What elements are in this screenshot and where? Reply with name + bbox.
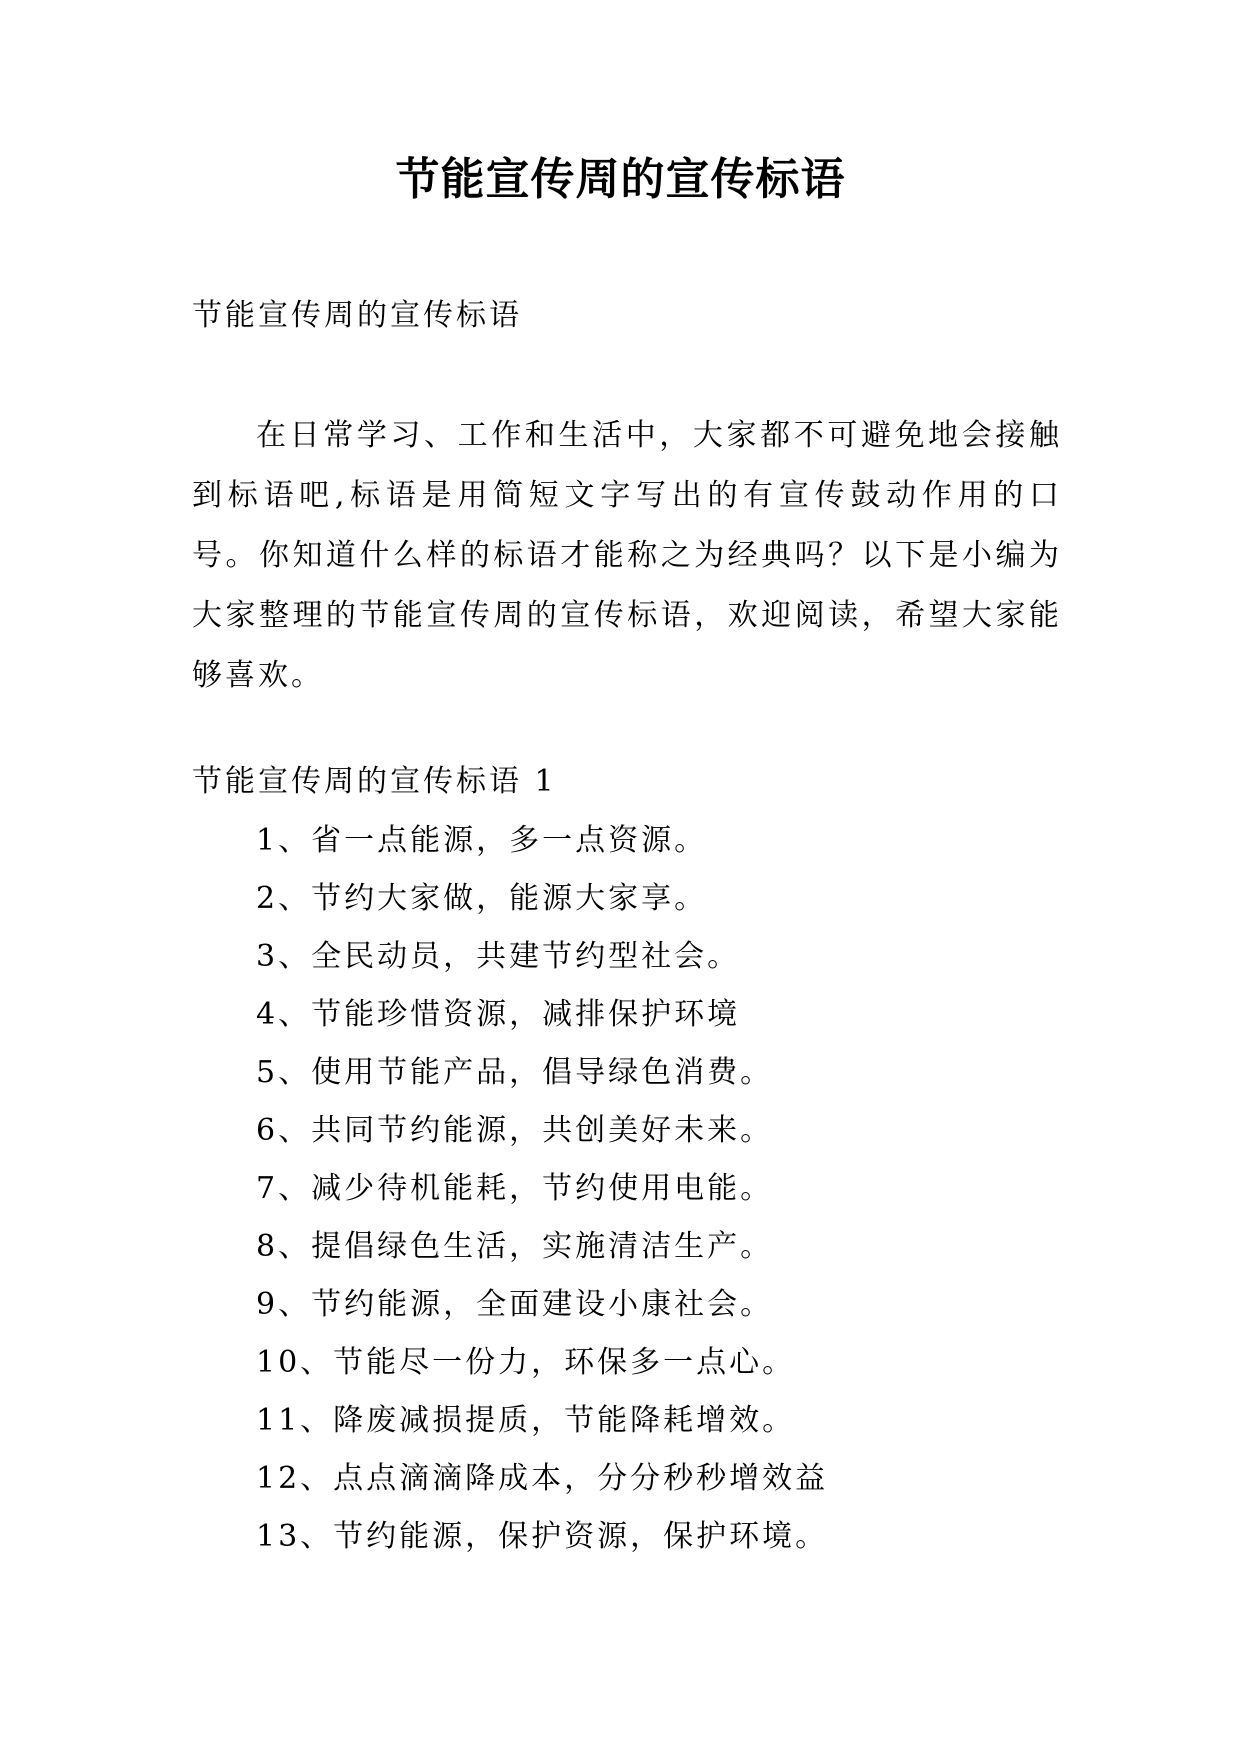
document-subtitle: 节能宣传周的宣传标语	[192, 298, 522, 333]
slogan-item: 3、全民动员，共建节约型社会。	[256, 939, 741, 974]
slogan-item: 9、节约能源，全面建设小康社会。	[256, 1287, 774, 1322]
slogan-item: 8、提倡绿色生活，实施清洁生产。	[256, 1229, 774, 1264]
slogan-item: 13、节约能源，保护资源，保护环境。	[256, 1519, 829, 1554]
slogan-item: 4、节能珍惜资源，减排保护环境	[256, 997, 741, 1032]
section-heading: 节能宣传周的宣传标语 1	[192, 764, 557, 799]
slogan-item: 12、点点滴滴降成本，分分秒秒增效益	[256, 1461, 829, 1496]
slogan-item: 7、减少待机能耗，节约使用电能。	[256, 1171, 774, 1206]
intro-paragraph: 在日常学习、工作和生活中，大家都不可避免地会接触到标语吧,标语是用简短文字写出的有宣传鼓动作用的口号。你知道什么样的标语才能称之为经典吗？以下是小编为大家整理的节能宣传周的宣传标语，欢迎阅读，希望大家能够喜欢。	[192, 418, 1062, 693]
slogan-list	[256, 812, 1076, 1566]
slogan-item: 1、省一点能源，多一点资源。	[256, 823, 708, 858]
slogan-item: 6、共同节约能源，共创美好未来。	[256, 1113, 774, 1148]
slogan-item: 10、节能尽一份力，环保多一点心。	[256, 1345, 796, 1380]
slogan-item: 5、使用节能产品，倡导绿色消费。	[256, 1055, 774, 1090]
document-title: 节能宣传周的宣传标语	[395, 154, 846, 205]
slogan-item: 2、节约大家做，能源大家享。	[256, 881, 708, 916]
slogan-item: 11、降废减损提质，节能降耗增效。	[256, 1403, 796, 1438]
